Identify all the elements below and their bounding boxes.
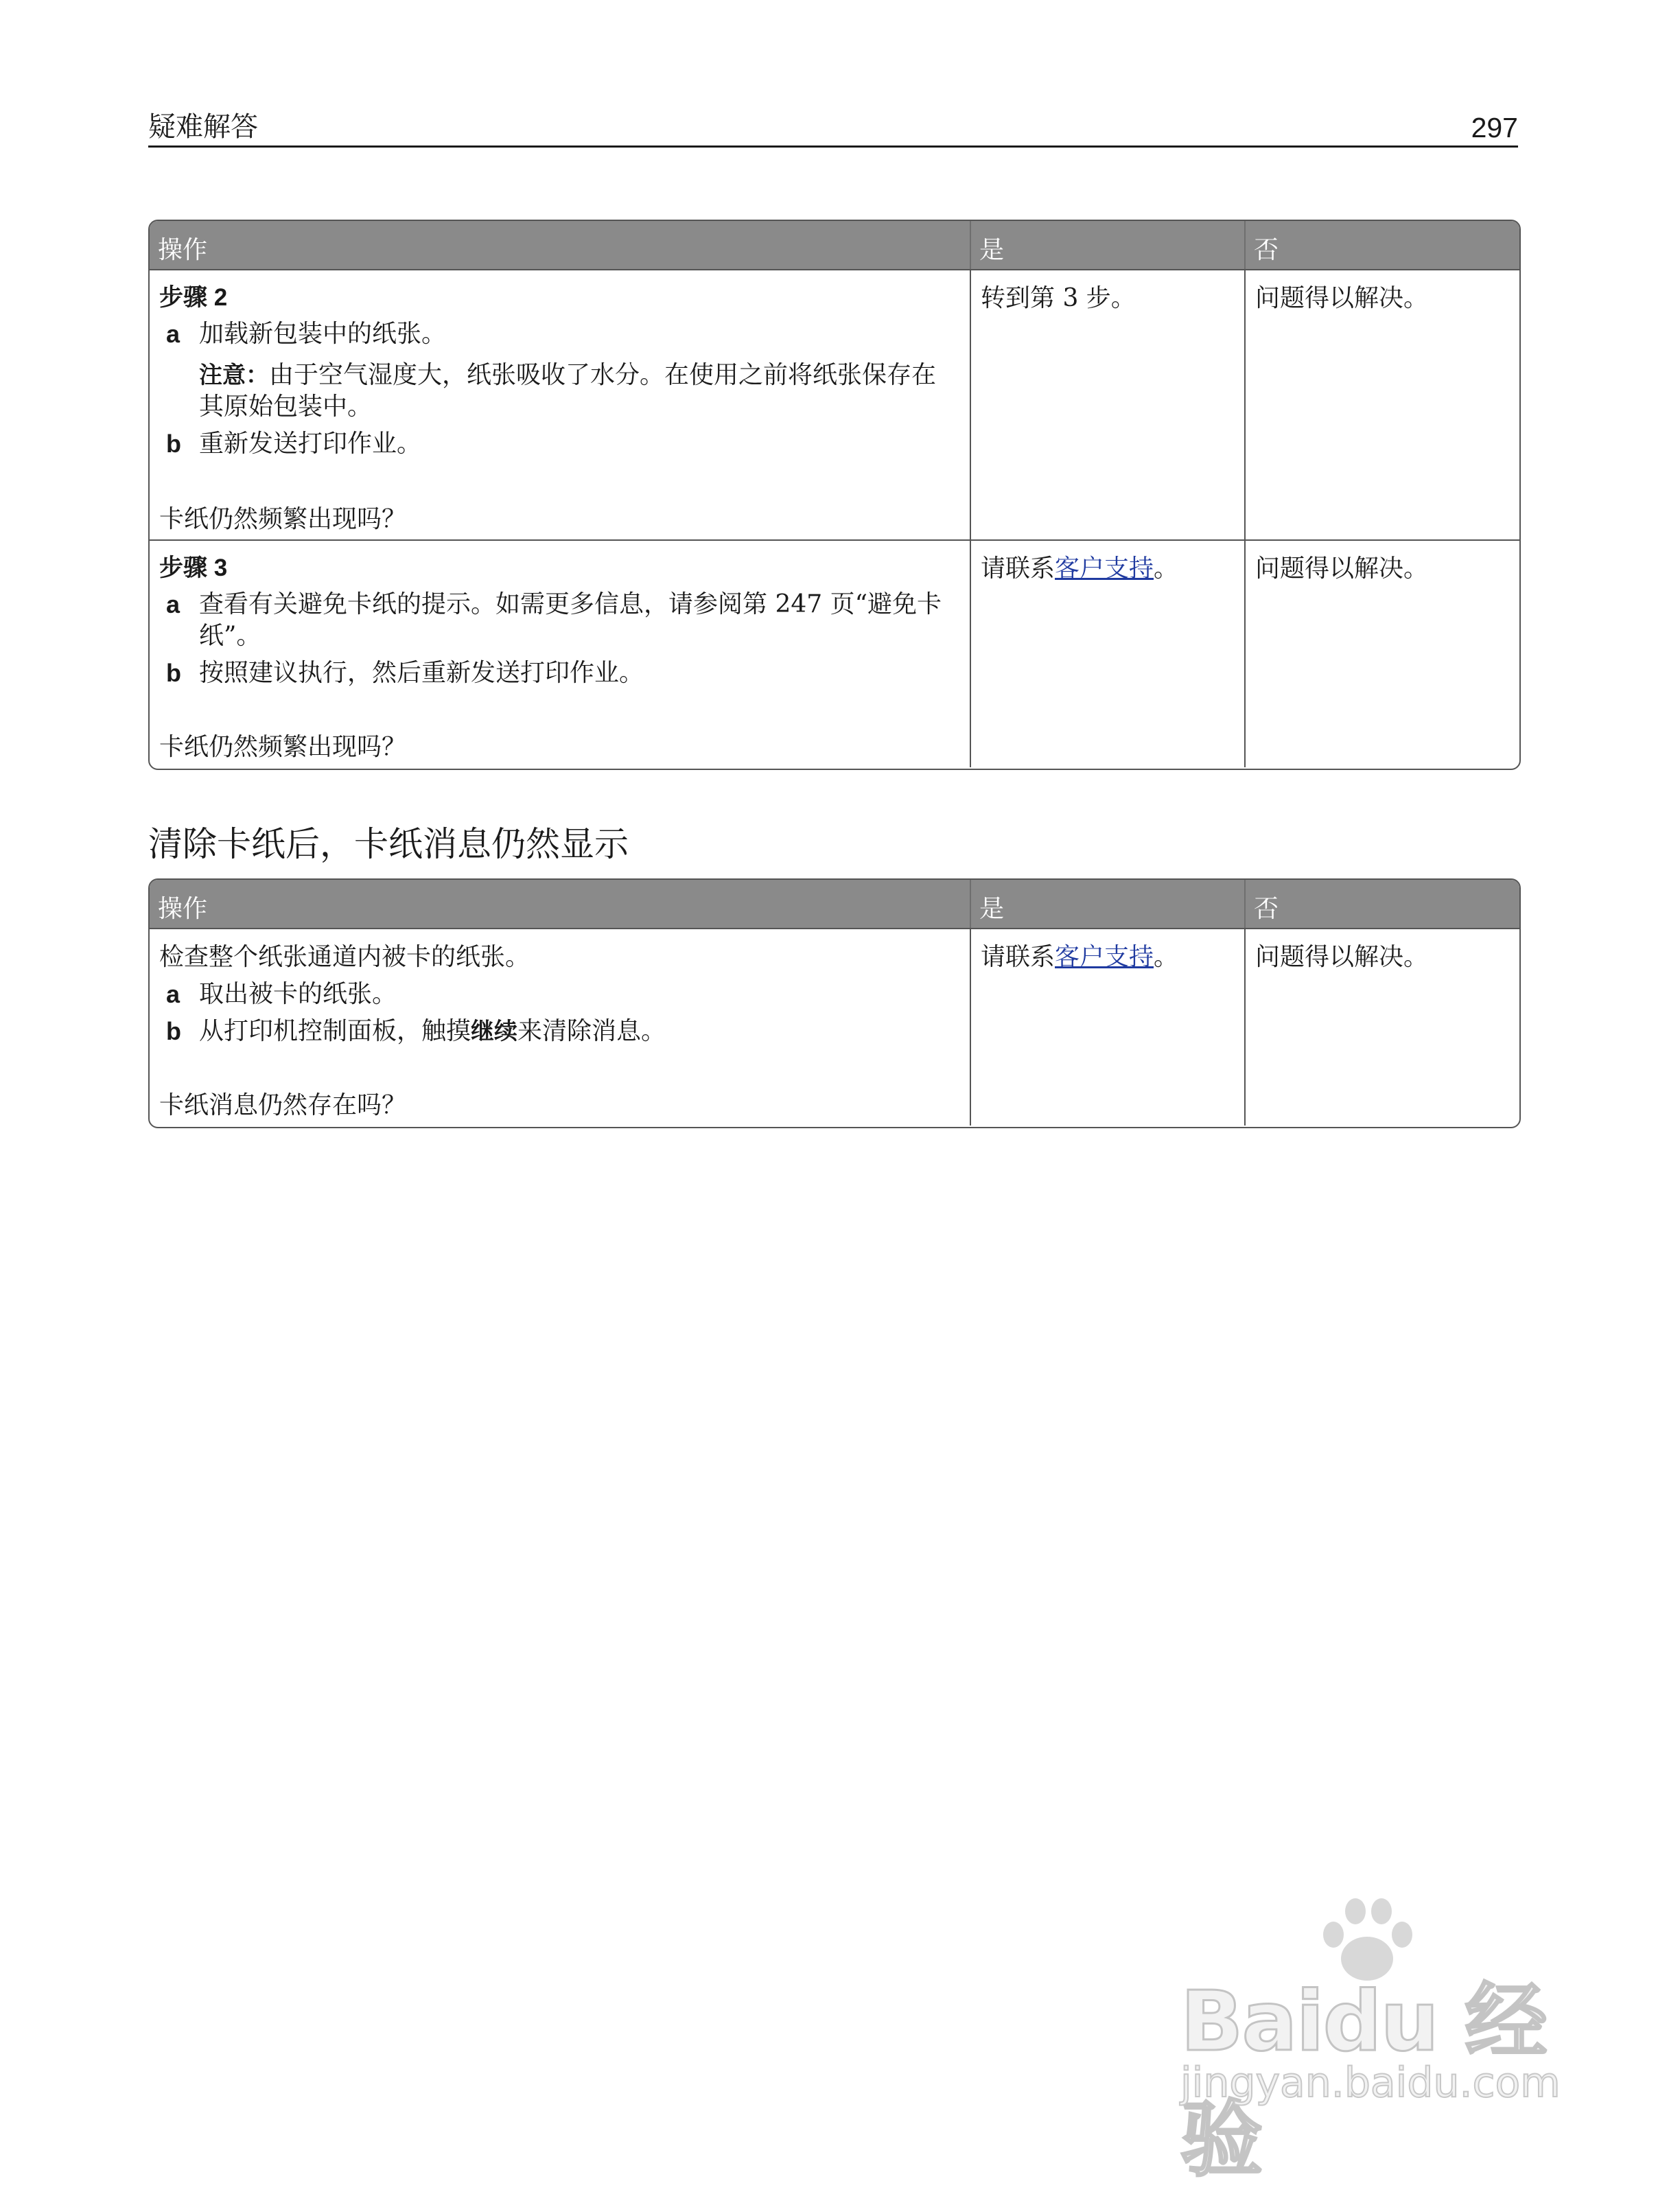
column-header-no: 否: [1244, 221, 1519, 269]
table-row: [150, 539, 1519, 767]
yes-text: 转到第 3 步。: [981, 284, 1136, 312]
note-label: 注意：: [199, 362, 269, 389]
action-cell: [150, 541, 970, 767]
no-text: 问题得以解决。: [1255, 555, 1429, 583]
action-cell: [150, 929, 970, 1126]
intro-text: 检查整个纸张通道内被卡的纸张。: [159, 943, 530, 971]
list-item: [159, 979, 960, 1010]
table-row: [150, 269, 1519, 539]
column-header-yes: 是: [970, 880, 1244, 928]
list-item: [159, 428, 960, 460]
list-item: [159, 1016, 960, 1047]
table-row: [150, 928, 1519, 1126]
table-header-row: [150, 221, 1519, 269]
list-marker: a: [166, 320, 180, 348]
troubleshooting-table-1: [148, 220, 1521, 770]
yes-cell: [970, 541, 1244, 767]
yes-cell: [970, 929, 1244, 1126]
list-item-text: 加载新包装中的纸张。: [199, 320, 447, 348]
question: 卡纸仍然频繁出现吗？: [159, 733, 407, 761]
continue-keyword: 继续: [471, 1018, 518, 1045]
no-text: 问题得以解决。: [1255, 284, 1429, 312]
yes-suffix: 。: [1154, 943, 1179, 971]
list-item-text: [199, 1016, 960, 1047]
list-item-text: 按照建议执行，然后重新发送打印作业。: [199, 659, 644, 687]
no-cell: [1244, 929, 1519, 1126]
note: [199, 360, 960, 423]
page-header: [148, 103, 1518, 148]
watermark-brand: Baidu 经验: [1180, 1974, 1546, 2188]
list-item-text: 重新发送打印作业。: [199, 430, 422, 458]
action-cell: [150, 270, 970, 539]
list-marker: b: [166, 1017, 181, 1045]
item-b-prefix: 从打印机控制面板，触摸: [199, 1017, 471, 1045]
section-header-title: 疑难解答: [148, 111, 258, 143]
yes-prefix: 请联系: [981, 943, 1055, 971]
watermark-site: jingyan.baidu.com: [1180, 2059, 1561, 2107]
question: 卡纸仍然频繁出现吗？: [159, 505, 407, 533]
yes-cell: [970, 270, 1244, 539]
list-item: [159, 318, 960, 350]
list-item: [159, 589, 960, 652]
customer-support-link[interactable]: 客户支持: [1055, 555, 1154, 583]
item-b-suffix: 来清除消息。: [517, 1017, 666, 1045]
column-header-no: 否: [1244, 880, 1519, 928]
column-header-action: 操作: [158, 895, 208, 923]
question: 卡纸消息仍然存在吗？: [159, 1091, 407, 1119]
section-title: 清除卡纸后，卡纸消息仍然显示: [148, 824, 629, 864]
list-item-text: 查看有关避免卡纸的提示。如需更多信息，请参阅第 247 页“避免卡纸”。: [199, 590, 942, 650]
yes-prefix: 请联系: [981, 555, 1055, 583]
no-text: 问题得以解决。: [1255, 943, 1429, 971]
troubleshooting-table-2: [148, 878, 1521, 1128]
step-label: 步骤 2: [159, 284, 228, 311]
no-cell: [1244, 541, 1519, 767]
customer-support-link[interactable]: 客户支持: [1055, 943, 1154, 971]
yes-suffix: 。: [1154, 555, 1179, 583]
list-marker: b: [166, 659, 181, 687]
baidu-watermark: [1174, 1894, 1561, 2188]
list-item: [159, 657, 960, 689]
table-header-row: [150, 880, 1519, 928]
column-header-yes: 是: [970, 221, 1244, 269]
no-cell: [1244, 270, 1519, 539]
column-header-action: 操作: [158, 236, 208, 264]
list-marker: b: [166, 430, 181, 458]
page-number: 297: [1471, 112, 1518, 143]
list-marker: a: [166, 980, 180, 1008]
list-item-text: 取出被卡的纸张。: [199, 980, 397, 1008]
list-marker: a: [166, 590, 180, 618]
step-label: 步骤 3: [159, 555, 228, 581]
note-text: 由于空气湿度大，纸张吸收了水分。在使用之前将纸张保存在其原始包装中。: [199, 361, 937, 421]
